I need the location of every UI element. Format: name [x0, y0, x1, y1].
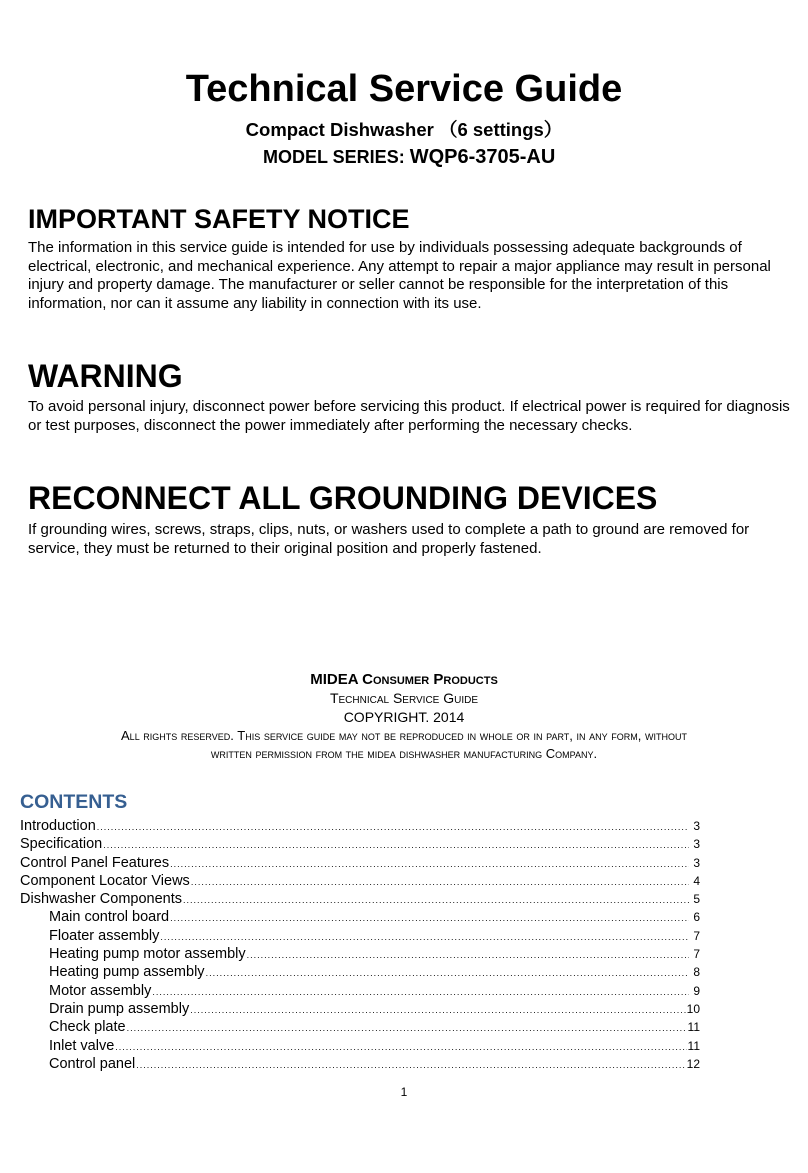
guide-name: Technical Service Guide	[329, 690, 479, 706]
toc-entry-drain-pump-assembly[interactable]	[20, 1001, 700, 1019]
toc-leader-dots	[190, 1005, 685, 1015]
toc-entry-page: 3	[693, 819, 700, 833]
toc-entry-label: Control panel	[49, 1055, 136, 1072]
model-series-label: MODEL SERIES:	[263, 147, 405, 167]
grounding-body: If grounding wires, screws, straps, clips, nuts, or washers used to complete a path to ground are removed for service, they must be returned to their original position and properly fastened.	[28, 521, 750, 557]
page-number: 1	[400, 1085, 408, 1099]
model-series-value: WQP6-3705-AU	[409, 146, 556, 168]
toc-entry-motor-assembly[interactable]	[20, 983, 700, 1001]
toc-entry-page: 11	[687, 1038, 700, 1053]
copyright-block	[0, 670, 808, 763]
toc-entry-page: 11	[687, 1020, 700, 1035]
toc-entry-page: 3	[693, 855, 700, 870]
safety-notice-heading: IMPORTANT SAFETY NOTICE	[28, 204, 410, 234]
toc-leader-dots	[247, 950, 689, 960]
model-series	[263, 146, 555, 169]
toc-leader-dots	[136, 1060, 685, 1070]
toc-leader-dots	[206, 968, 689, 978]
toc-entry-check-plate[interactable]	[20, 1019, 700, 1037]
toc-leader-dots	[170, 859, 689, 869]
copyright-year: COPYRIGHT. 2014	[343, 709, 465, 725]
toc-entry-heating-pump-motor-assembly[interactable]	[20, 946, 700, 964]
toc-entry-label: Inlet valve	[49, 1037, 115, 1054]
toc-entry-page: 6	[693, 910, 700, 925]
toc-entry-control-panel[interactable]	[20, 1056, 700, 1074]
toc-entry-dishwasher-components[interactable]	[20, 891, 700, 909]
toc-entry-label: Introduction	[20, 818, 96, 834]
toc-entry-label: Main control board	[49, 909, 170, 926]
toc-leader-dots	[127, 1023, 687, 1033]
toc-entry-floater-assembly[interactable]	[20, 928, 700, 946]
toc-leader-dots	[97, 822, 689, 832]
toc-leader-dots	[183, 895, 689, 905]
toc-entry-label: Component Locator Views	[20, 872, 190, 889]
toc-entry-page: 9	[693, 983, 700, 998]
toc-leader-dots	[191, 877, 689, 887]
toc-leader-dots	[152, 987, 689, 997]
toc-entry-specification[interactable]	[20, 836, 700, 854]
toc-entry-page: 7	[693, 928, 700, 943]
document-subtitle: Compact Dishwasher （6 settings）	[245, 119, 563, 140]
contents-heading: CONTENTS	[20, 791, 128, 813]
toc-entry-label: Heating pump assembly	[49, 964, 205, 981]
toc-leader-dots	[160, 932, 689, 942]
toc-entry-component-locator-views[interactable]	[20, 873, 700, 891]
company-name: MIDEA Consumer Products	[310, 671, 498, 688]
toc-entry-control-panel-features[interactable]	[20, 855, 700, 873]
table-of-contents	[20, 818, 700, 1074]
toc-entry-label: Specification	[20, 836, 103, 853]
toc-entry-introduction[interactable]	[20, 818, 700, 836]
rights-line-1: All rights reserved. This service guide may not be reproduced in whole or in part, in any form, without	[121, 728, 687, 743]
safety-notice-body: The information in this service guide is intended for use by individuals possessing adequate backgrounds of electrical, electronic, and mechanical experience. Any attempt to repair a major appliance may result in personal injury and property damage. The manufacturer or seller cannot be responsible for the interpretation of this information, nor can it assume any liability in connection with its use.	[28, 239, 771, 312]
toc-entry-heating-pump-assembly[interactable]	[20, 964, 700, 982]
document-title: Technical Service Guide	[185, 68, 623, 110]
toc-entry-label: Floater assembly	[49, 927, 160, 944]
toc-leader-dots	[115, 1042, 686, 1052]
toc-entry-page: 5	[693, 892, 700, 907]
toc-entry-page: 10	[686, 1001, 700, 1016]
toc-entry-label: Drain pump assembly	[49, 1000, 190, 1017]
toc-entry-label: Check plate	[49, 1019, 126, 1036]
toc-entry-label: Motor assembly	[49, 982, 152, 999]
toc-entry-main-control-board[interactable]	[20, 909, 700, 927]
toc-entry-label: Control Panel Features	[20, 854, 170, 871]
toc-entry-page: 4	[693, 873, 700, 888]
toc-entry-inlet-valve[interactable]	[20, 1038, 700, 1056]
toc-entry-label: Heating pump motor assembly	[49, 946, 246, 963]
toc-entry-page: 7	[693, 947, 700, 962]
toc-leader-dots	[103, 840, 689, 850]
rights-line-2: written permission from the midea dishwasher manufacturing Company.	[210, 746, 598, 761]
toc-leader-dots	[170, 913, 689, 923]
warning-body: To avoid personal injury, disconnect power before servicing this product. If electrical power is required for diagnosis or test purposes, disconnect the power immediately after performing the necessary checks.	[28, 398, 790, 434]
toc-entry-label: Dishwasher Components	[20, 891, 182, 908]
grounding-heading: RECONNECT ALL GROUNDING DEVICES	[28, 480, 658, 516]
warning-heading: WARNING	[28, 358, 183, 394]
toc-entry-page: 12	[686, 1056, 700, 1071]
toc-entry-page: 8	[693, 965, 700, 980]
toc-entry-page: 3	[693, 837, 700, 852]
